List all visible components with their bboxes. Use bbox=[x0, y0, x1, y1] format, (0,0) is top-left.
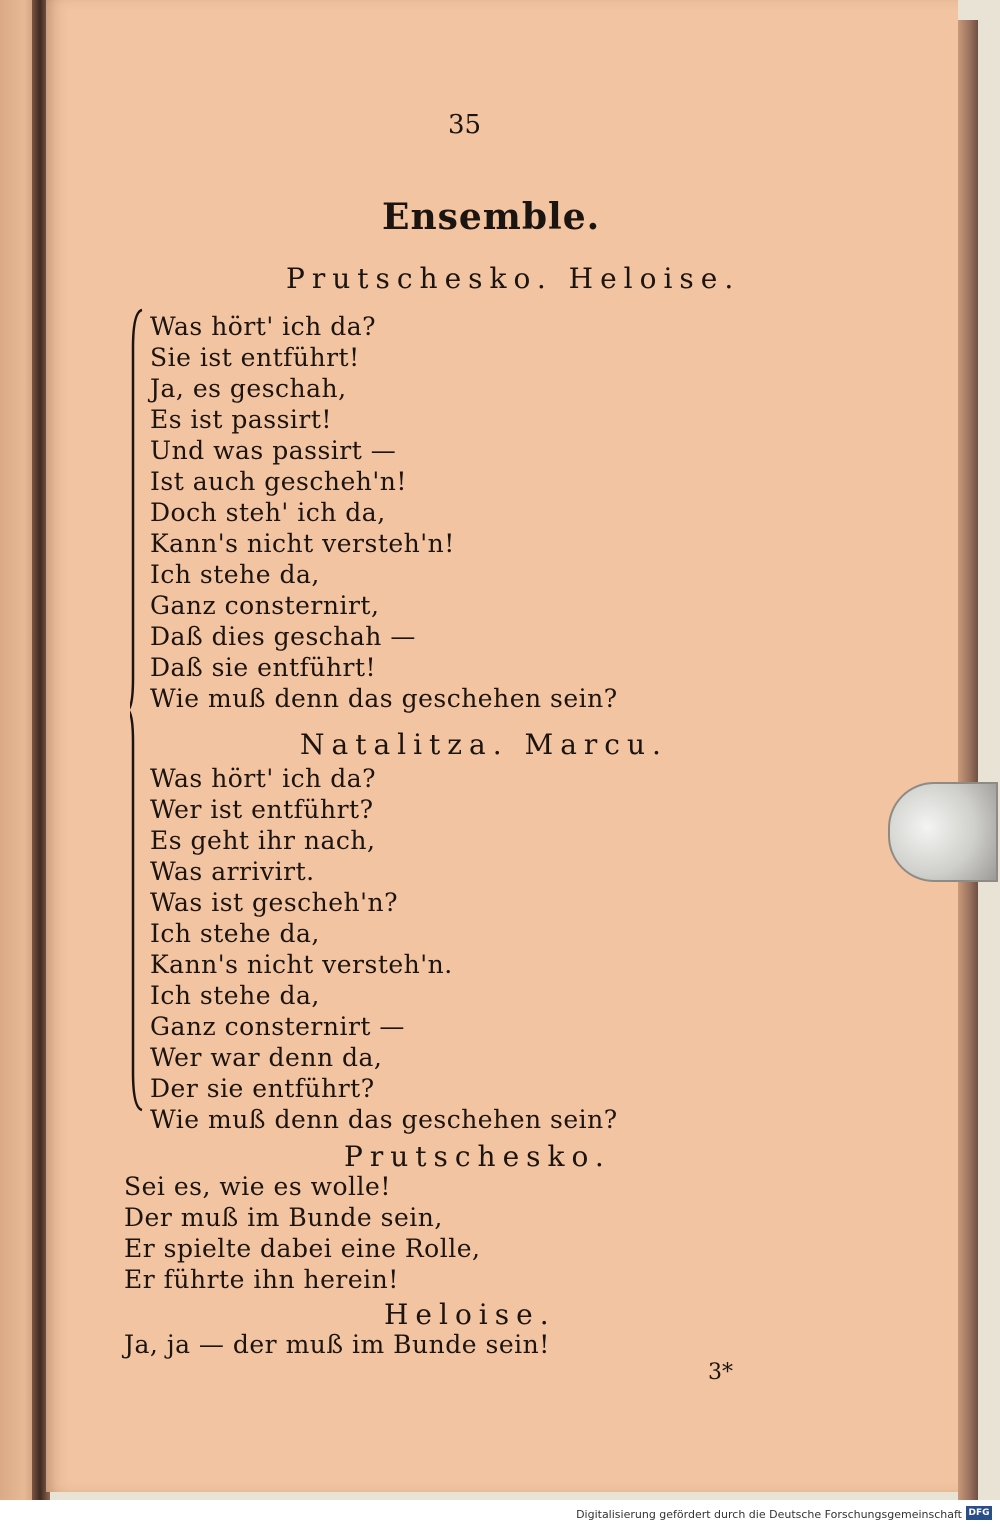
verse-line: Was ist gescheh'n? bbox=[150, 888, 399, 917]
verse-line: Der muß im Bunde sein, bbox=[124, 1203, 443, 1232]
page-stack-edge bbox=[958, 20, 978, 1500]
ensemble-brace bbox=[130, 308, 144, 1112]
verse-line: Wie muß denn das geschehen sein? bbox=[150, 1105, 618, 1134]
verse-line: Wie muß denn das geschehen sein? bbox=[150, 684, 618, 713]
verse-line: Es ist passirt! bbox=[150, 405, 332, 434]
page-number: 35 bbox=[448, 110, 482, 140]
page-holder-clip bbox=[888, 782, 998, 882]
verse-line: Was hört' ich da? bbox=[150, 764, 377, 793]
verse-line: Was hört' ich da? bbox=[150, 312, 377, 341]
speaker-label: Heloise. bbox=[384, 1298, 556, 1331]
verse-line: Kann's nicht versteh'n. bbox=[150, 950, 453, 979]
verse-line: Ja, ja — der muß im Bunde sein! bbox=[124, 1330, 550, 1359]
verse-line: Er spielte dabei eine Rolle, bbox=[124, 1234, 481, 1263]
verse-line: Wer war denn da, bbox=[150, 1043, 383, 1072]
verse-line: Ist auch gescheh'n! bbox=[150, 467, 407, 496]
speaker-label: Prutschesko. bbox=[344, 1140, 611, 1173]
verse-line: Ja, es geschah, bbox=[150, 374, 347, 403]
verse-line: Doch steh' ich da, bbox=[150, 498, 386, 527]
verse-line: Was arrivirt. bbox=[150, 857, 315, 886]
verse-line: Kann's nicht versteh'n! bbox=[150, 529, 455, 558]
verse-line: Sei es, wie es wolle! bbox=[124, 1172, 391, 1201]
verse-line: Daß sie entführt! bbox=[150, 653, 377, 682]
verse-line: Und was passirt — bbox=[150, 436, 397, 465]
footer-credit: Digitalisierung gefördert durch die Deutsche Forschungsgemeinschaft bbox=[576, 1508, 962, 1521]
speaker-label: Natalitza. Marcu. bbox=[300, 728, 668, 761]
verse-line: Er führte ihn herein! bbox=[124, 1265, 399, 1294]
verse-line: Sie ist entführt! bbox=[150, 343, 360, 372]
verse-line: Ich stehe da, bbox=[150, 981, 320, 1010]
verse-line: Ganz consternirt — bbox=[150, 1012, 405, 1041]
page-heading: Ensemble. bbox=[382, 196, 601, 238]
verse-line: Es geht ihr nach, bbox=[150, 826, 376, 855]
verse-line: Wer ist entführt? bbox=[150, 795, 374, 824]
verse-line: Der sie entführt? bbox=[150, 1074, 375, 1103]
verse-line: Daß dies geschah — bbox=[150, 622, 416, 651]
verse-line: Ich stehe da, bbox=[150, 919, 320, 948]
dfg-logo: DFG bbox=[966, 1506, 992, 1520]
speaker-label: Prutschesko. Heloise. bbox=[286, 262, 741, 295]
signature-mark: 3* bbox=[708, 1360, 733, 1385]
verse-line: Ganz consternirt, bbox=[150, 591, 380, 620]
verse-line: Ich stehe da, bbox=[150, 560, 320, 589]
